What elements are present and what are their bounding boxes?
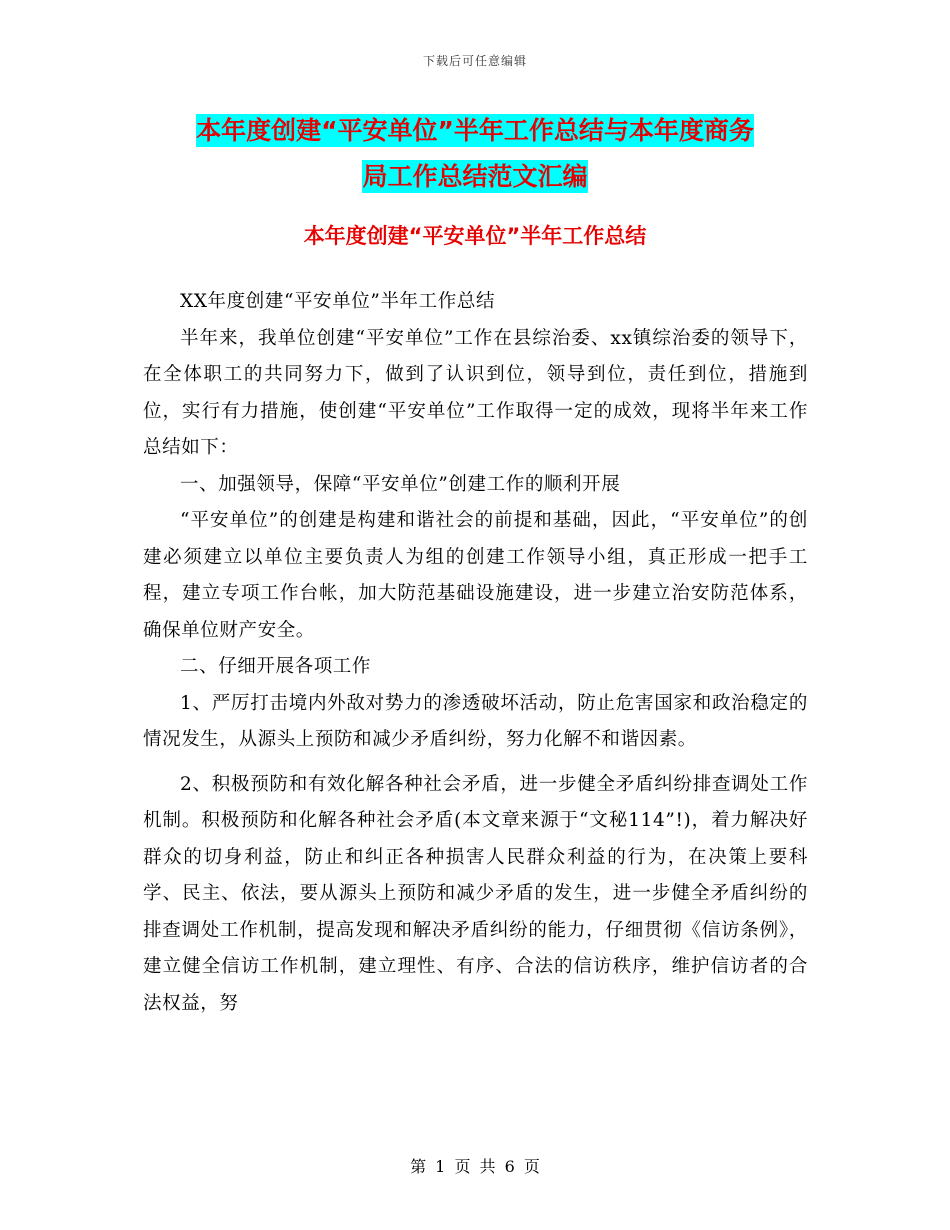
- paragraph: XX年度创建“平安单位”半年工作总结: [180, 291, 496, 312]
- paragraph: “平安单位”的创建是构建和谐社会的前提和基础，因此，“平安单位”的创建必须建立以单位主要负责人为组的创建工作领导小组，真正形成一把手工程，建立专项工作台帐，加大防范基础设施建设，进一步建立治安防范体系，确保单位财产安全。: [143, 510, 808, 641]
- document-title-line-1: 本年度创建“平安单位”半年工作总结与本年度商务: [196, 116, 754, 145]
- paragraph: 2、积极预防和有效化解各种社会矛盾，进一步健全矛盾纠纷排查调处工作机制。积极预防和化解各种社会矛盾(本文章来源于“文秘114”!)，着力解决好群众的切身利益，防止和纠正各种损害人民群众利益的行为，在决策上要科学、民主、依法，要从源头上预防和减少矛盾的发生，进一步健全矛盾纠纷的排查调处工作机制，提高发现和解决矛盾纠纷的能力，仔细贯彻《信访条例》，建立健全信访工作机制，建立理性、有序、合法的信访秩序，维护信访者的合法权益，努: [143, 773, 808, 1014]
- document-title-line-2: 局工作总结范文汇编: [362, 162, 588, 191]
- section-title: 本年度创建“平安单位”半年工作总结: [303, 224, 647, 248]
- paragraph: 半年来，我单位创建“平安单位”工作在县综治委、xx镇综治委的领导下，在全体职工的共同努力下，做到了认识到位，领导到位，责任到位，措施到位，实行有力措施，使创建“平安单位”工作取得一定的成效，现将半年来工作总结如下：: [143, 327, 808, 458]
- document-body: [143, 284, 808, 1022]
- document-title: [145, 108, 805, 200]
- page-header-note: 下载后可任意编辑: [422, 54, 527, 68]
- paragraph: 1、严厉打击境内外敌对势力的渗透破坏活动，防止危害国家和政治稳定的情况发生，从源头上预防和减少矛盾纠纷，努力化解不和谐因素。: [143, 692, 808, 750]
- page-number: 第 1 页 共 6 页: [410, 1157, 540, 1176]
- paragraph: 一、加强领导，保障“平安单位”创建工作的顺利开展: [180, 473, 621, 495]
- paragraph: 二、仔细开展各项工作: [180, 656, 372, 677]
